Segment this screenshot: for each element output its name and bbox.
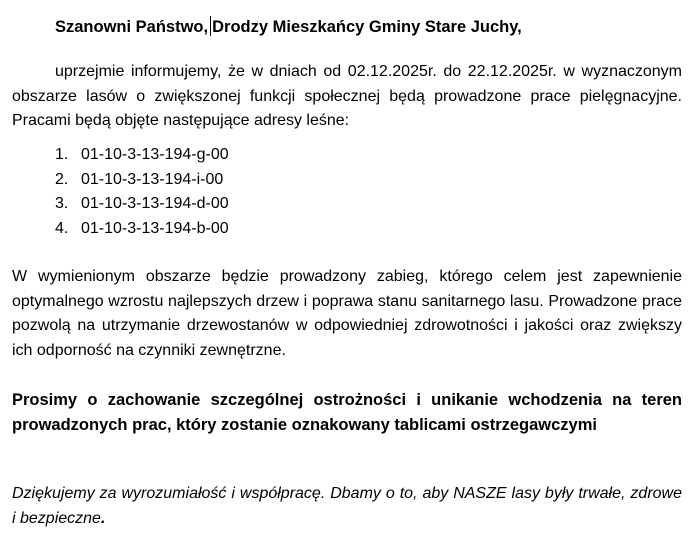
list-item (55, 217, 229, 242)
text-cursor (210, 16, 211, 36)
list-number: 3. (55, 195, 69, 212)
forest-address: 01-10-3-13-194-i-00 (81, 170, 224, 188)
forest-address: 01-10-3-13-194-g-00 (81, 146, 229, 163)
greeting-addressee: Drodzy Mieszkańcy Gminy Stare Juchy, (212, 18, 522, 36)
closing-period: . (100, 509, 106, 527)
list-number: 2. (55, 170, 69, 188)
list-item (55, 168, 229, 193)
forest-address-list (55, 143, 229, 241)
warning-paragraph: Prosimy o zachowanie szczególnej ostrożności i unikanie wchodzenia na teren prowadzonych prac, który zostanie oznakowany tablicami ostrzegawczymi (12, 391, 682, 434)
closing-text: Dziękujemy za wyrozumiałość i współpracę. Dbamy o to, aby NASZE lasy były trwałe, zdrowe i bezpieczne (12, 485, 682, 527)
forest-address: 01-10-3-13-194-d-00 (81, 195, 229, 212)
list-number: 1. (55, 146, 69, 163)
description-paragraph: W wymienionym obszarze będzie prowadzony zabieg, którego celem jest zapewnienie optymalnego wzrostu najlepszych drzew i poprawa stanu sanitarnego lasu. Prowadzone prace pozwolą na utrzymanie drzewostanów w odpowiedniej zdrowotności i jakości oraz zwiększy ich odporność na czynniki zewnętrzne. (12, 268, 682, 359)
list-item (55, 143, 229, 168)
list-number: 4. (55, 219, 69, 237)
list-item (55, 192, 229, 217)
greeting-salutation: Szanowni Państwo, (55, 18, 209, 36)
forest-address: 01-10-3-13-194-b-00 (81, 219, 229, 237)
greeting (55, 16, 522, 37)
closing-paragraph (12, 482, 682, 531)
intro-paragraph: uprzejmie informujemy, że w dniach od 02.12.2025r. do 22.12.2025r. w wyznaczonym obszarze lasów o zwiększonej funkcji społecznej będą prowadzone prace pielęgnacyjne. Pracami będą objęte następujące adresy leśne: (12, 63, 682, 129)
